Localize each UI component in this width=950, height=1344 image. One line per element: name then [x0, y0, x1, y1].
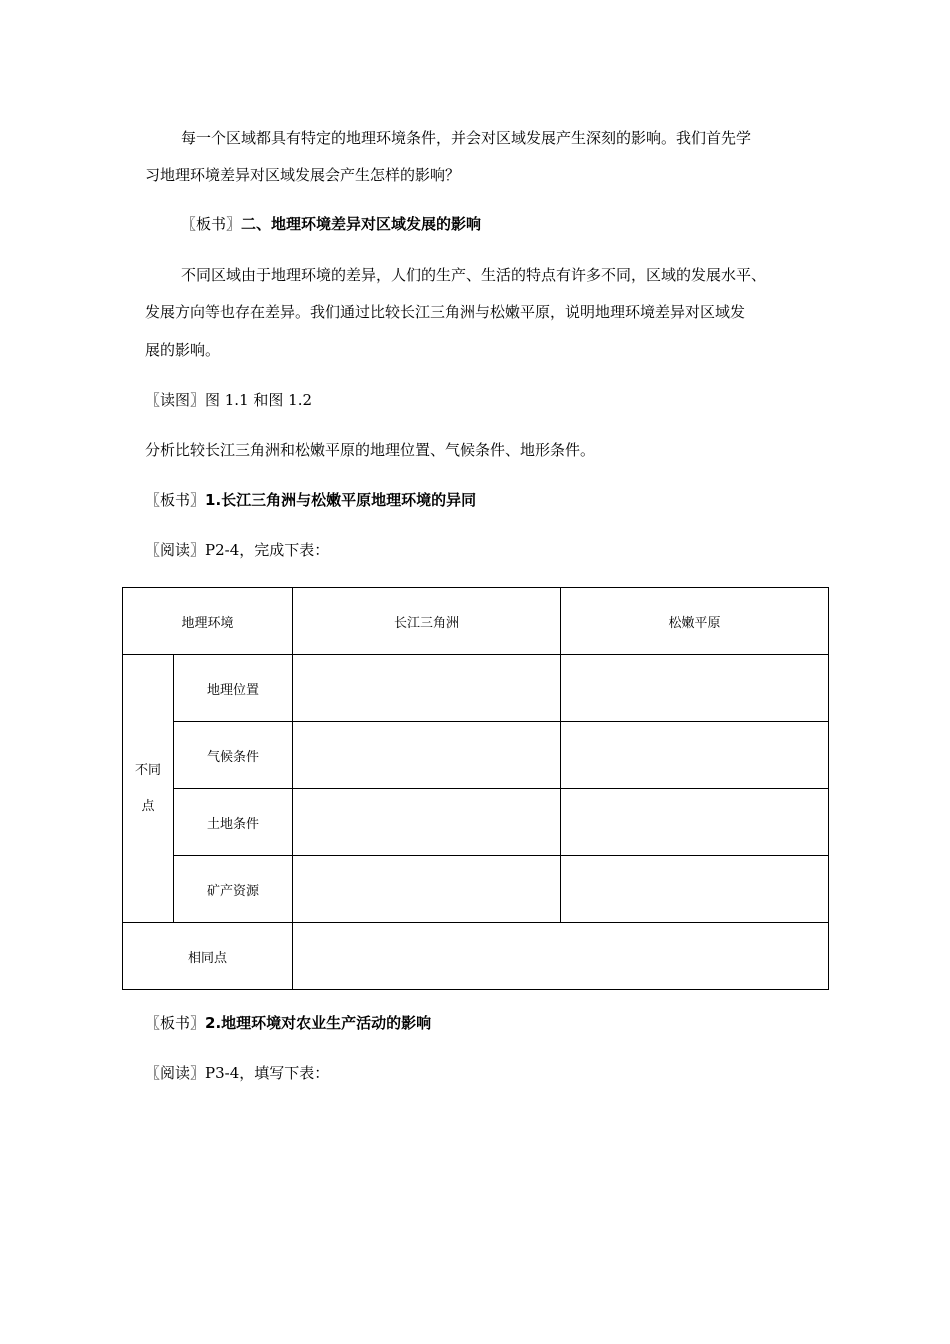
- table-cell[interactable]: [293, 856, 561, 923]
- board-heading-1: [181, 214, 481, 234]
- table-cell[interactable]: [561, 655, 829, 722]
- table-row: [123, 789, 829, 856]
- analyze-text: 分析比较长江三角洲和松嫩平原的地理位置、气候条件、地形条件。: [145, 441, 596, 459]
- row-label: 土地条件: [174, 789, 293, 856]
- table-cell[interactable]: [293, 722, 561, 789]
- table-cell[interactable]: [561, 856, 829, 923]
- table-row: [123, 722, 829, 789]
- table-row: [123, 655, 829, 722]
- board-title: 2.地理环境对农业生产活动的影响: [205, 1014, 432, 1032]
- comparison-table: [122, 587, 829, 990]
- table-row: [123, 923, 829, 990]
- board-title: 二、地理环境差异对区域发展的影响: [241, 215, 482, 233]
- header-songnen: 松嫩平原: [561, 588, 829, 655]
- intro-line-1: 每一个区域都具有特定的地理环境条件，并会对区域发展产生深刻的影响。我们首先学: [181, 129, 752, 147]
- header-env: 地理环境: [123, 588, 293, 655]
- read-instruction-1: 〖阅读〗P2-4，完成下表：: [145, 541, 330, 559]
- table-cell[interactable]: [293, 655, 561, 722]
- row-label: 地理位置: [174, 655, 293, 722]
- board-heading-2: [145, 490, 476, 510]
- board-title: 1.长江三角洲与松嫩平原地理环境的异同: [205, 491, 477, 509]
- diff-line-3: 展的影响。: [145, 341, 221, 359]
- row-label: 气候条件: [174, 722, 293, 789]
- same-label: 相同点: [123, 923, 293, 990]
- board-prefix: 〖板书〗: [145, 1014, 206, 1032]
- intro-line-2: 习地理环境差异对区域发展会产生怎样的影响？: [145, 166, 461, 184]
- board-prefix: 〖板书〗: [145, 491, 206, 509]
- table-row: [123, 856, 829, 923]
- header-yangtze: 长江三角洲: [293, 588, 561, 655]
- row-label: 矿产资源: [174, 856, 293, 923]
- table-cell[interactable]: [293, 789, 561, 856]
- diff-line-1: 不同区域由于地理环境的差异，人们的生产、生活的特点有许多不同，区域的发展水平、: [181, 266, 767, 284]
- read-map: 〖读图〗图 1.1 和图 1.2: [145, 391, 313, 409]
- table-cell[interactable]: [293, 923, 829, 990]
- diff-label: 不同 点: [123, 655, 174, 923]
- table-cell[interactable]: [561, 722, 829, 789]
- table-cell[interactable]: [561, 789, 829, 856]
- diff-line-2: 发展方向等也存在差异。我们通过比较长江三角洲与松嫩平原，说明地理环境差异对区域发: [145, 303, 746, 321]
- table-header-row: [123, 588, 829, 655]
- board-heading-3: [145, 1013, 431, 1033]
- board-prefix: 〖板书〗: [181, 215, 242, 233]
- read-instruction-2: 〖阅读〗P3-4，填写下表：: [145, 1064, 330, 1082]
